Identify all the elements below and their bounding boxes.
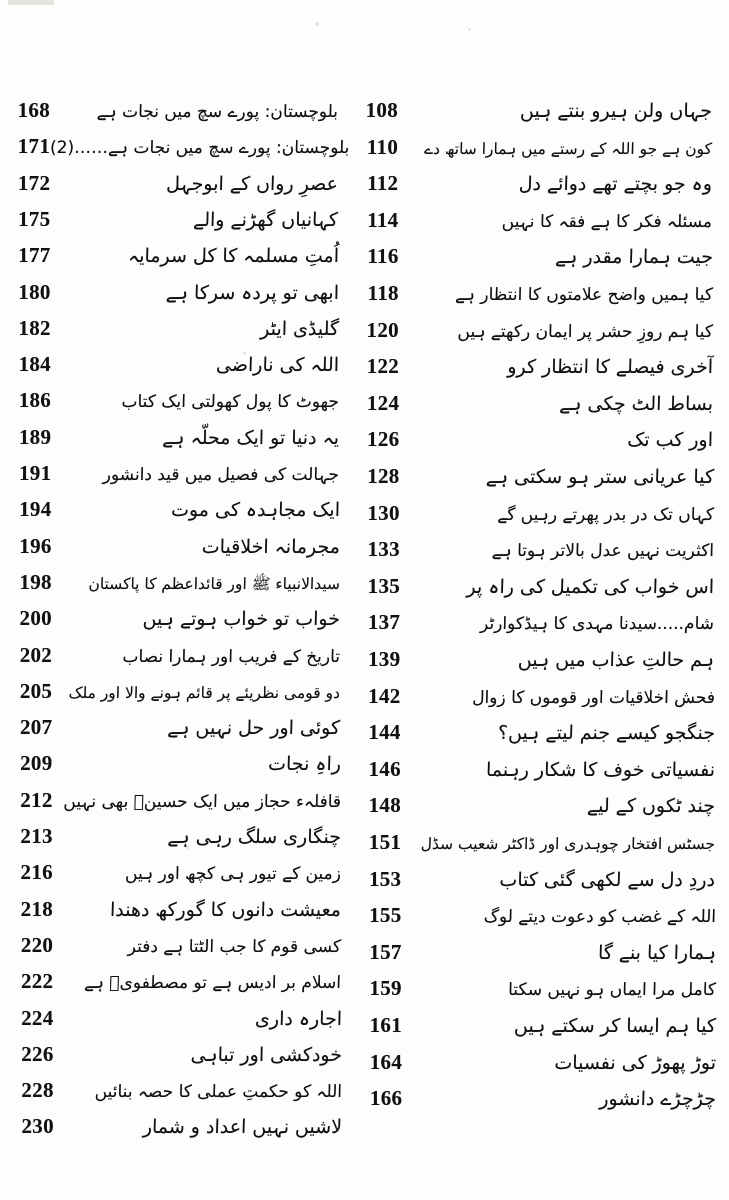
entry-page-number: 177 [18, 243, 51, 268]
toc-column-right [352, 0, 729, 1200]
entry-page-number: 196 [19, 533, 52, 558]
entry-title: شام.....سیدنا مہدی کا ہیڈکوارٹر [480, 614, 715, 635]
entry-page-number: 142 [368, 683, 401, 708]
entry-page-number: 182 [18, 315, 51, 340]
entry-page-number: 213 [20, 824, 53, 848]
entry-page-number: 200 [19, 606, 52, 631]
toc-column-left [0, 0, 352, 1200]
entry-page-number: 161 [369, 1013, 402, 1037]
entry-title: کیا ہمیں واضح علامتوں کا انتظار ہے [454, 285, 714, 305]
entry-title: کسی قوم کا جب الٹتا ہے دفتر [127, 936, 342, 957]
entry-page-number: 151 [368, 830, 402, 854]
entry-title: جسٹس افتخار چوہدری اور ڈاکٹر شعیب سڈل [420, 835, 716, 853]
entry-title: بساط الٹ چکی ہے [559, 392, 714, 415]
entry-title: گلیڈی ایٹر [259, 317, 340, 340]
entry-title: جہاں ولن ہیرو بنتے ہیں [519, 100, 713, 122]
entry-title: دردِ دل سے لکھی گئی کتاب [499, 868, 716, 891]
entry-page-number: 130 [367, 500, 400, 525]
entry-page-number: 194 [19, 497, 52, 522]
entry-page-number: 155 [369, 903, 402, 928]
entry-title: اللہ کی ناراضی [215, 354, 340, 377]
entry-title: چند ٹکوں کے لیے [586, 795, 716, 818]
entry-title: ابھی تو پردہ سرکا ہے [165, 281, 339, 304]
entry-title: اور کب تک [627, 429, 714, 452]
entry-title: بلوچستان: پورے سچ میں نجات ہے……(2) [49, 138, 350, 159]
entry-title: فحش اخلاقیات اور قوموں کا زوال [471, 687, 715, 708]
entry-page-number: 198 [19, 569, 52, 594]
entry-page-number: 112 [367, 171, 399, 196]
entry-title: جیت ہمارا مقدر ہے [554, 246, 713, 269]
entry-title: معیشت دانوں کا گورکھ دھندا [109, 898, 342, 921]
entry-title: چنگاری سلگ رہی ہے [166, 826, 342, 848]
entry-page-number: 222 [20, 969, 54, 994]
entry-page-number: 209 [20, 751, 53, 776]
entry-page-number: 230 [21, 1114, 54, 1139]
entry-page-number: 110 [366, 134, 399, 159]
entry-title: بلوچستان: پورے سچ میں نجات ہے [96, 102, 339, 122]
entry-page-number: 118 [367, 281, 399, 305]
entry-page-number: 164 [369, 1049, 403, 1074]
entry-title: خودکشی اور تباہی [190, 1043, 342, 1066]
entry-page-number: 166 [369, 1086, 403, 1111]
entry-page-number: 207 [19, 715, 53, 740]
entry-page-number: 224 [21, 1005, 54, 1030]
entry-page-number: 144 [368, 720, 401, 745]
entry-title: کہانیاں گھڑنے والے [193, 208, 339, 231]
entry-page-number: 133 [367, 537, 400, 562]
entry-title: کوئی اور حل نہیں ہے [167, 717, 341, 740]
entry-title: اجارہ داری [254, 1007, 342, 1030]
entry-page-number: 116 [367, 244, 399, 269]
entry-page-number: 122 [366, 354, 400, 379]
entry-page-number: 126 [367, 427, 400, 452]
entry-page-number: 180 [18, 279, 51, 304]
entry-title: وہ جو بچتے تھے دوائے دل [518, 173, 713, 196]
entry-page-number: 184 [18, 352, 51, 377]
entry-title: جہالت کی فصیل میں قید دانشور [102, 465, 340, 485]
entry-title: کیا ہم روزِ حشر پر ایمان رکھتے ہیں [457, 321, 714, 342]
entry-title: کیا عریانی ستر ہو سکتی ہے [485, 466, 714, 488]
entry-page-number: 191 [18, 461, 52, 485]
entry-page-number: 139 [367, 647, 401, 671]
entry-page-number: 146 [368, 756, 401, 781]
entry-page-number: 120 [366, 317, 399, 342]
entry-page-number: 128 [367, 464, 400, 488]
entry-page-number: 148 [368, 793, 402, 818]
entry-title: کون ہے جو اللہ کے رستے میں ہمارا ساتھ دے [423, 139, 713, 158]
entry-title: اُمتِ مسلمہ کا کل سرمایہ [127, 245, 339, 268]
entry-page-number: 168 [17, 98, 50, 122]
entry-title: قافلہء حجاز میں ایک حسینؓ بھی نہیں [62, 791, 341, 812]
entry-title: ایک مجاہدہ کی موت [170, 499, 340, 522]
entry-title: مجرمانہ اخلاقیات [201, 535, 340, 558]
entry-page-number: 228 [21, 1078, 54, 1103]
entry-title: سیدالانبیاء ﷺ اور قائداعظم کا پاکستان [88, 574, 341, 593]
entry-title: کہاں تک در بدر پھرتے رہیں گے [496, 504, 715, 525]
entry-page-number: 202 [19, 642, 53, 667]
entry-page-number: 137 [367, 610, 401, 635]
entry-title: ہم حالتِ عذاب میں ہیں [518, 649, 715, 671]
entry-title: اسلام بر ادیس ہے تو مصطفویؐ ہے [84, 973, 342, 994]
entry-title: دو قومی نظریئے پر قائم ہونے والا اور ملک [68, 683, 341, 702]
entry-title: مسئلہ فکر کا ہے فقہ کا نہیں [501, 211, 713, 232]
entry-page-number: 114 [367, 207, 399, 232]
entry-title: راہِ نجات [267, 753, 341, 776]
entry-page-number: 159 [369, 976, 402, 1001]
entry-page-number: 218 [20, 896, 54, 921]
entry-page-number: 186 [18, 388, 52, 413]
entry-page-number: 157 [369, 939, 402, 964]
entry-page-number: 108 [365, 98, 398, 122]
entry-title: اکثریت نہیں عدل بالاتر ہوتا ہے [491, 541, 715, 562]
entry-title: تاریخ کے فریب اور ہمارا نصاب [122, 646, 341, 667]
entry-page-number: 135 [367, 573, 401, 598]
entry-page-number: 212 [20, 787, 53, 812]
entry-title: چڑچڑے دانشور [599, 1088, 717, 1111]
entry-page-number: 205 [19, 678, 53, 703]
entry-title: لاشیں نہیں اعداد و شمار [142, 1116, 343, 1139]
entry-title: ہمارا کیا بنے گا [597, 941, 716, 964]
entry-page-number: 172 [17, 170, 51, 195]
entry-title: خواب تو خواب ہوتے ہیں [142, 608, 341, 631]
entry-title: عصرِ رواں کے ابوجہل [166, 172, 339, 195]
entry-title: جنگجو کیسے جنم لیتے ہیں؟ [497, 722, 716, 745]
entry-title: زمین کے تیور ہی کچھ اور ہیں [124, 864, 342, 885]
entry-title: توڑ پھوڑ کی نفسیات [554, 1051, 717, 1074]
entry-page-number: 124 [366, 390, 400, 415]
entry-title: یہ دنیا تو ایک محلّہ ہے [162, 426, 340, 449]
entry-title: جھوٹ کا پول کھولتی ایک کتاب [121, 392, 340, 413]
entry-title: اس خواب کی تکمیل کی راہ پر [466, 575, 715, 598]
entry-title: کامل مرا ایماں ہو نہیں سکتا [507, 980, 717, 1001]
entry-title: اللہ کو حکمتِ عملی کا حصہ بنائیں [94, 1082, 343, 1103]
entry-title: نفسیاتی خوف کا شکار رہنما [485, 758, 716, 781]
entry-page-number: 216 [20, 860, 53, 885]
entry-page-number: 171 [17, 134, 51, 159]
entry-title: آخری فیصلے کا انتظار کرو [507, 356, 714, 379]
entry-page-number: 226 [21, 1041, 54, 1066]
entry-page-number: 189 [18, 424, 52, 449]
entry-title: کیا ہم ایسا کر سکتے ہیں [513, 1015, 717, 1037]
entry-title: اللہ کے غضب کو دعوت دیتے لوگ [483, 907, 716, 928]
entry-page-number: 153 [368, 866, 402, 891]
entry-page-number: 220 [20, 932, 54, 957]
entry-page-number: 175 [18, 206, 51, 231]
